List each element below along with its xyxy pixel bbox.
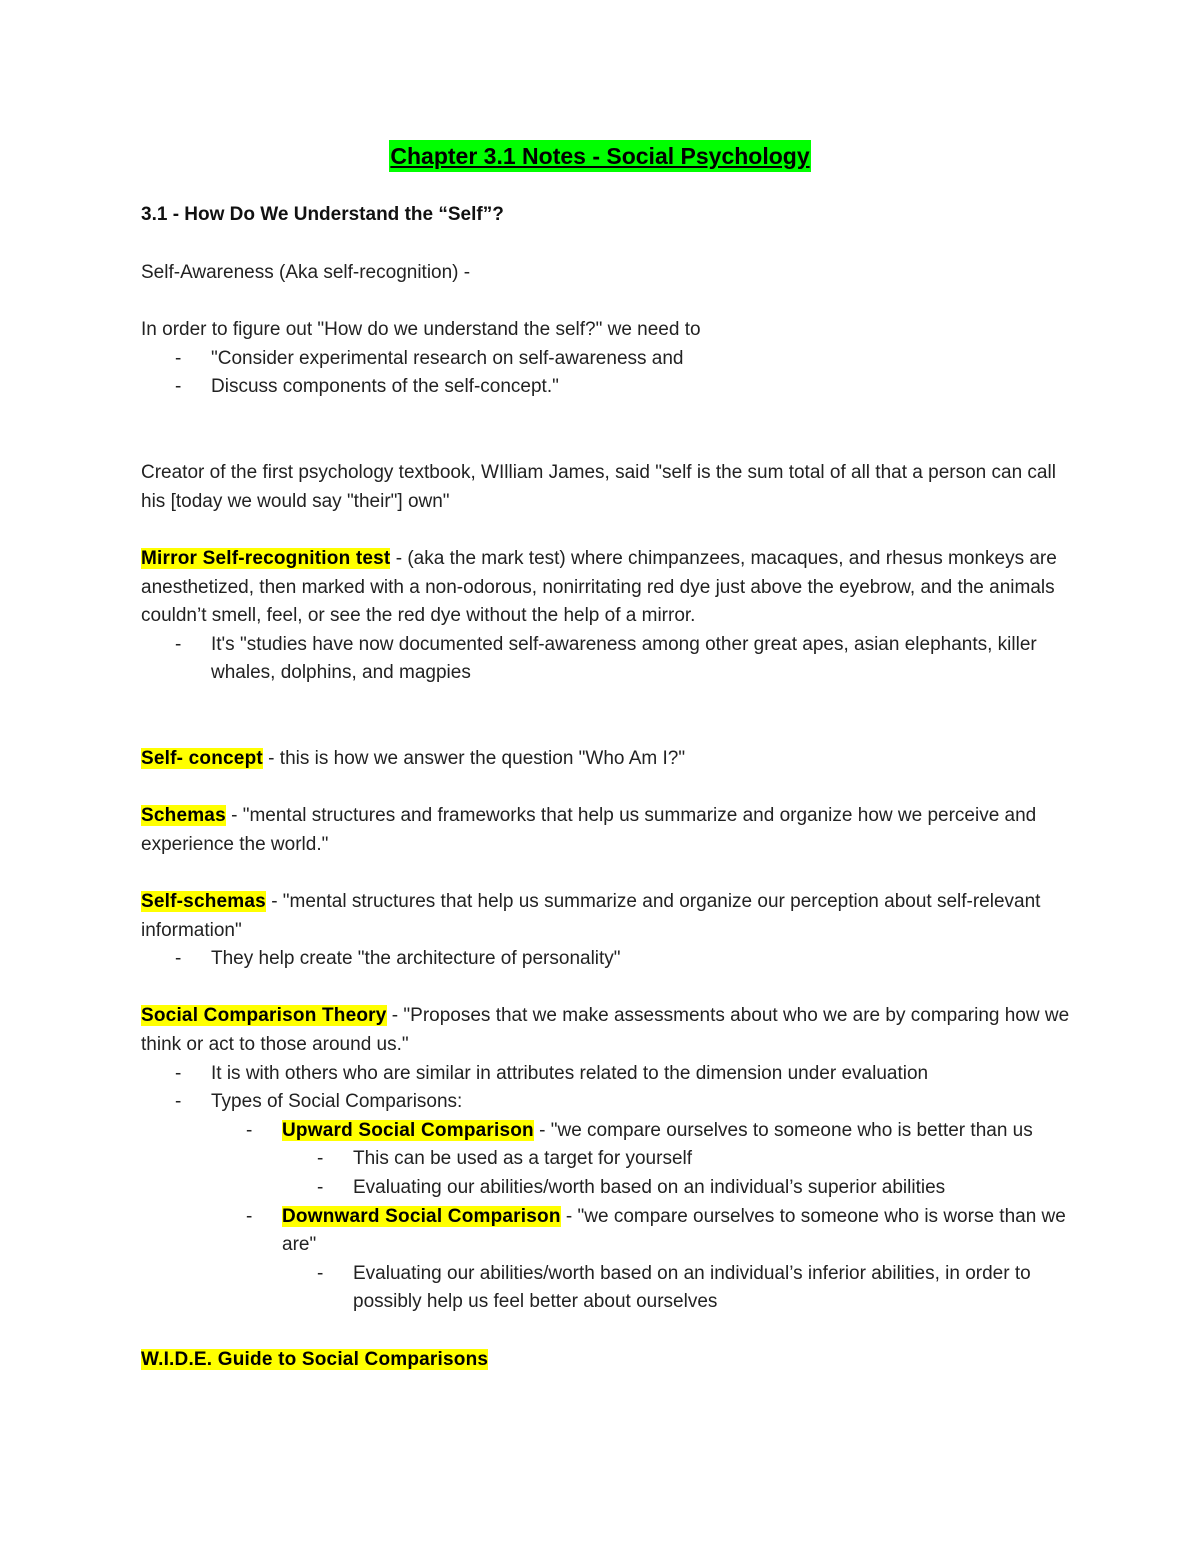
term-highlight: Self-schemas <box>141 891 266 913</box>
list-item: - It is with others who are similar in attributes related to the dimension under evaluation <box>141 1060 1071 1089</box>
section-heading: 3.1 - How Do We Understand the “Self”? <box>141 204 504 225</box>
social-comparison-theory-paragraph: Social Comparison Theory - "Proposes that we make assessments about who we are by comparing how we think or act to those around us." <box>141 1005 1070 1056</box>
term-highlight: Downward Social Comparison <box>282 1205 561 1227</box>
self-schemas-paragraph: Self-schemas - "mental structures that help us summarize and organize our perception about self-relevant information" <box>141 891 1041 941</box>
title-container <box>0 140 1200 172</box>
bullet-dash: - <box>175 1091 182 1113</box>
term-highlight: Mirror Self-recognition test <box>141 547 391 569</box>
bullet-dash: - <box>175 948 182 970</box>
bullet-dash: - <box>175 347 182 369</box>
james-quote-paragraph: Creator of the first psychology textbook, WIlliam James, said "self is the sum total of all that a person can call his [today we would say "their"] own" <box>141 462 1056 512</box>
bullet-dash: - <box>246 1119 253 1141</box>
document-title: Chapter 3.1 Notes - Social Psychology <box>389 140 810 172</box>
bullet-dash: - <box>175 1062 182 1084</box>
term-highlight: Upward Social Comparison <box>282 1119 534 1141</box>
list-item-upward: - Upward Social Comparison - "we compare ourselves to someone who is better than us <box>141 1117 1071 1146</box>
wide-guide-heading <box>141 1346 1071 1375</box>
bullet-dash: - <box>246 1205 253 1227</box>
bullet-dash: - <box>175 376 182 398</box>
list-item: - Evaluating our abilities/worth based on an individual’s superior abilities <box>141 1174 1071 1203</box>
mirror-test-paragraph: Mirror Self-recognition test - (aka the mark test) where chimpanzees, macaques, and rhesus monkeys are anesthetized, then marked with a non-odorous, nonirritating red dye just above the eyebrow, and the animals couldn’t smell, feel, or see the red dye without the help of a mirror. <box>141 547 1057 627</box>
list-item: - It's "studies have now documented self-awareness among other great apes, asian elephants, killer whales, dolphins, and magpies <box>141 631 1071 688</box>
self-concept-paragraph: Self- concept - this is how we answer the question "Who Am I?" <box>141 748 686 770</box>
list-item: - Discuss components of the self-concept." <box>141 373 1071 402</box>
term-highlight: Social Comparison Theory <box>141 1005 387 1027</box>
bullet-dash: - <box>317 1177 324 1198</box>
list-item: - They help create "the architecture of personality" <box>141 945 1071 974</box>
list-item-downward: - Downward Social Comparison - "we compare ourselves to someone who is worse than we are" <box>141 1203 1071 1260</box>
list-item: - This can be used as a target for yourself <box>141 1145 1071 1174</box>
term-highlight: Schemas <box>141 805 226 827</box>
self-awareness-line: Self-Awareness (Aka self-recognition) - <box>141 262 471 283</box>
term-highlight: Self- concept <box>141 748 263 770</box>
schemas-paragraph: Schemas - "mental structures and frameworks that help us summarize and organize how we perceive and experience the world." <box>141 805 1037 855</box>
term-highlight: W.I.D.E. Guide to Social Comparisons <box>141 1348 489 1370</box>
bullet-dash: - <box>317 1262 324 1284</box>
list-item: - Evaluating our abilities/worth based on an individual’s inferior abilities, in order to possibly help us feel better about ourselves <box>141 1260 1071 1317</box>
list-item: - "Consider experimental research on self-awareness and <box>141 345 1071 374</box>
intro-paragraph: In order to figure out "How do we understand the self?" we need to <box>141 319 701 341</box>
document-body <box>141 259 1071 1374</box>
bullet-dash: - <box>317 1148 324 1170</box>
list-item: - Types of Social Comparisons: <box>141 1088 1071 1117</box>
bullet-dash: - <box>175 633 182 655</box>
